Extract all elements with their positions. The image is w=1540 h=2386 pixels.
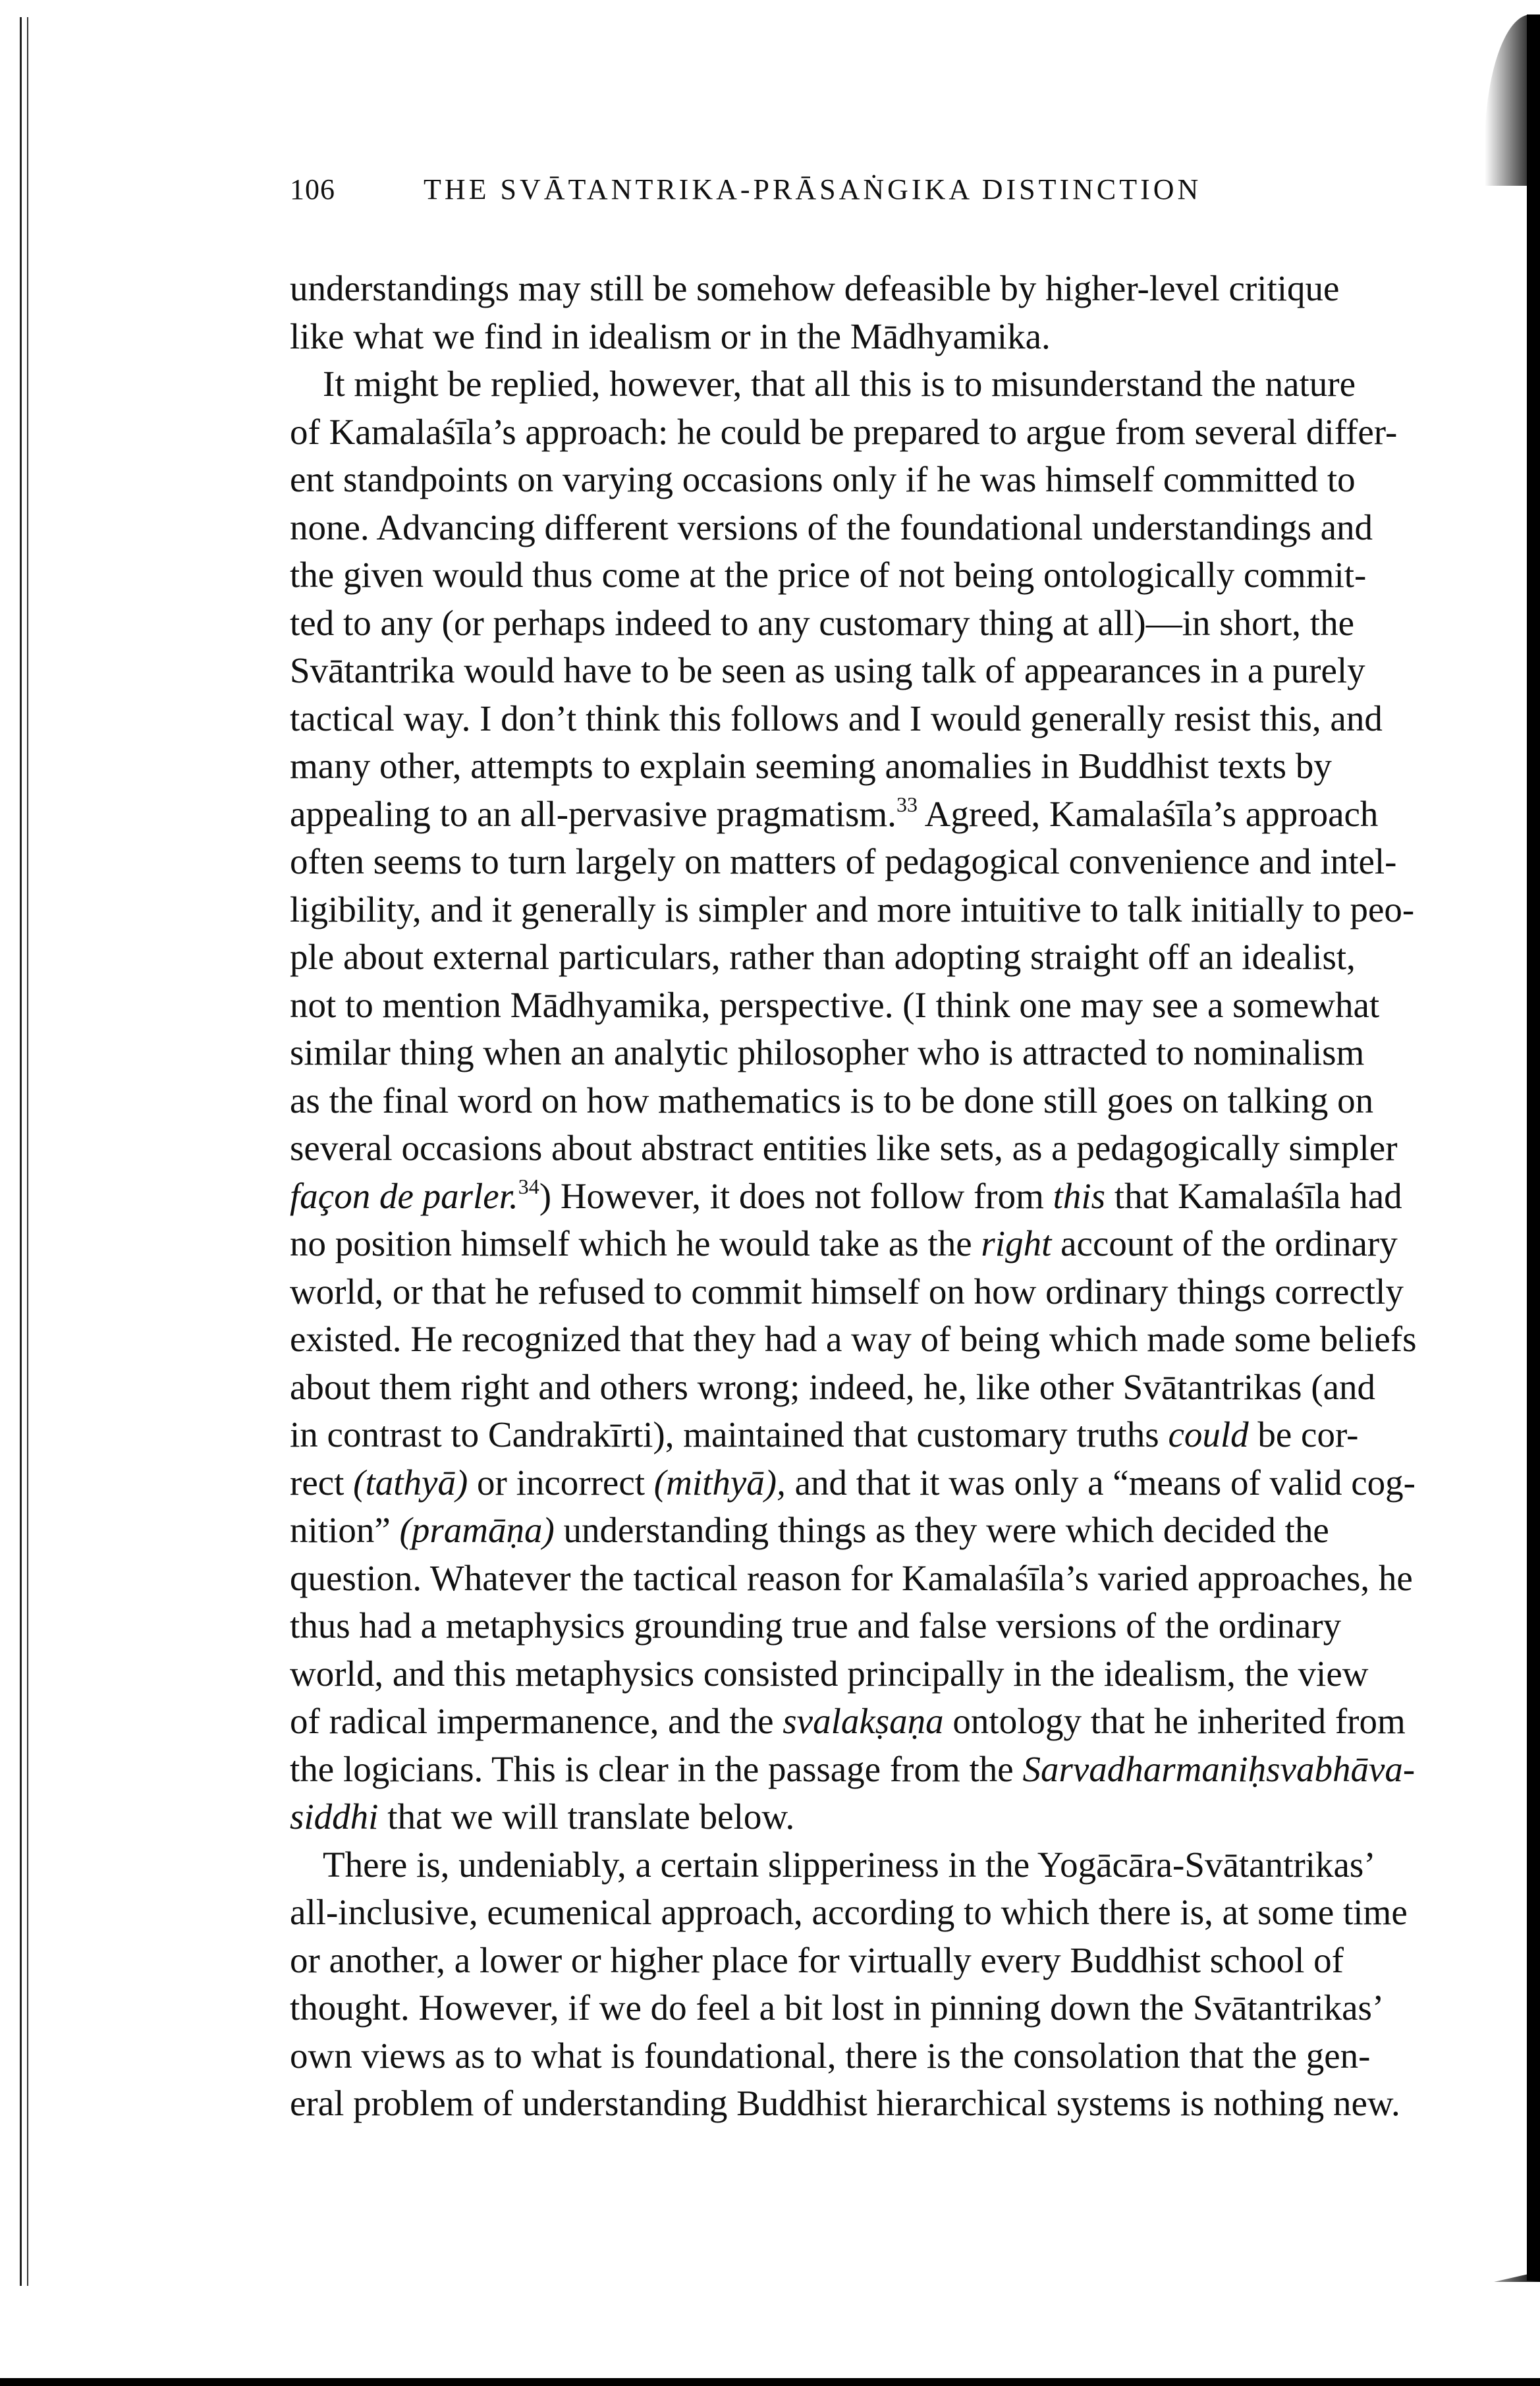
text-line [290, 1793, 1246, 1841]
text-segment: question. Whatever the tactical reason for Kamalaśīla’s varied approaches, he [290, 1557, 1413, 1598]
text-line [290, 456, 1356, 504]
text-line [290, 1984, 1385, 2032]
running-title: THE SVĀTANTRIKA-PRĀSAṄGIKA DISTINCTION [424, 173, 1202, 206]
text-line [290, 360, 1356, 408]
text-line [290, 408, 1398, 457]
text-line [290, 1937, 1344, 1985]
text-segment: thought. However, if we do feel a bit lost in pinning down the Svātantrikas’ [290, 1987, 1385, 2028]
text-segment: rect [290, 1462, 354, 1503]
text-line [290, 1459, 1416, 1507]
text-segment: about them right and others wrong; indeed, he, like other Svātantrikas (and [290, 1366, 1376, 1407]
italic-term: svalakṣaṇa [783, 1701, 944, 1741]
text-segment: own views as to what is foundational, there is the consolation that the gen- [290, 2035, 1371, 2076]
text-segment: eral problem of understanding Buddhist hierarchical systems is nothing new. [290, 2083, 1400, 2123]
text-segment: no position himself which he would take as the [290, 1223, 981, 1263]
text-segment: several occasions about abstract entities like sets, as a pedagogically simpler [290, 1128, 1398, 1168]
text-segment: nition” [290, 1510, 400, 1550]
text-segment: It might be replied, however, that all this is to misunderstand the nature [323, 364, 1356, 404]
italic-term: Sarvadharmaniḥsvabhāva- [1022, 1748, 1416, 1789]
text-line [290, 933, 1356, 982]
text-segment: of radical impermanence, and the [290, 1701, 783, 1741]
text-line [290, 265, 1340, 313]
italic-term: (mithyā), [653, 1462, 786, 1503]
text-line [290, 1746, 1416, 1794]
text-segment: ted to any (or perhaps indeed to any customary thing at all)—in short, the [290, 602, 1354, 643]
text-segment: and that it was only a “means of valid cog- [785, 1462, 1416, 1503]
text-segment: tactical way. I don’t think this follows and I would generally resist this, and [290, 698, 1383, 738]
text-segment: ent standpoints on varying occasions only if he was himself committed to [290, 459, 1356, 499]
text-line [290, 1316, 1417, 1364]
text-segment: or another, a lower or higher place for virtually every Buddhist school of [290, 1939, 1344, 1980]
text-segment: similar thing when an analytic philosopher who is attracted to nominalism [290, 1032, 1365, 1072]
text-segment: appealing to an all-pervasive pragmatism. [290, 793, 896, 834]
text-segment: or incorrect [468, 1462, 654, 1503]
text-line [290, 982, 1380, 1030]
text-line [290, 1841, 1376, 1889]
footnote-marker: 34 [518, 1174, 539, 1198]
page-number: 106 [290, 173, 335, 206]
text-segment: understanding things as they were which decided the [554, 1510, 1329, 1550]
italic-term: could [1168, 1414, 1249, 1455]
text-line [290, 1889, 1408, 1937]
text-segment: be cor- [1248, 1414, 1359, 1455]
text-segment: all-inclusive, ecumenical approach, according to which there is, at some time [290, 1892, 1408, 1932]
text-line [290, 1602, 1342, 1650]
text-segment: ligibility, and it generally is simpler and more intuitive to talk initially to peo- [290, 889, 1415, 929]
text-line [290, 838, 1397, 886]
footnote-marker: 33 [896, 792, 918, 816]
scan-right-edge-shadow [1485, 14, 1531, 186]
text-segment: not to mention Mādhyamika, perspective. (I think one may see a somewhat [290, 984, 1380, 1025]
text-segment: world, and this metaphysics consisted principally in the idealism, the view [290, 1653, 1369, 1694]
italic-term: right [981, 1223, 1052, 1263]
text-line [290, 1124, 1398, 1173]
text-segment: of Kamalaśīla’s approach: he could be prepared to argue from several differ- [290, 411, 1398, 452]
text-line [290, 1364, 1376, 1412]
text-segment: There is, undeniably, a certain slipperiness in the Yogācāra-Svātantrikas’ [323, 1844, 1376, 1885]
text-line [290, 504, 1373, 552]
text-segment: thus had a metaphysics grounding true and false versions of the ordinary [290, 1605, 1342, 1646]
text-line [290, 1507, 1329, 1555]
text-segment: often seems to turn largely on matters of pedagogical convenience and intel- [290, 841, 1397, 881]
text-line [290, 1555, 1413, 1603]
text-segment: that Kamalaśīla had [1105, 1175, 1402, 1216]
body-text [290, 265, 1417, 2128]
text-segment: ple about external particulars, rather than adopting straight off an idealist, [290, 937, 1356, 977]
scan-binding-line-inner [27, 17, 28, 2286]
text-line [290, 551, 1367, 599]
text-segment: Svātantrika would have to be seen as using talk of appearances in a purely [290, 650, 1365, 690]
text-line [290, 886, 1415, 934]
text-segment: existed. He recognized that they had a way of being which made some beliefs [290, 1319, 1417, 1359]
text-segment: the logicians. This is clear in the passage from the [290, 1748, 1023, 1789]
running-head [290, 173, 1246, 212]
text-segment: many other, attempts to explain seeming anomalies in Buddhist texts by [290, 746, 1332, 786]
text-segment: ) However, it does not follow from [539, 1175, 1053, 1216]
italic-term: (pramāṇa) [399, 1510, 555, 1550]
italic-term: siddhi [290, 1796, 379, 1837]
text-segment: understandings may still be somehow defeasible by higher-level critique [290, 268, 1340, 308]
italic-term: this [1053, 1175, 1106, 1216]
scan-binding-line-outer [20, 17, 22, 2286]
text-line [290, 1173, 1402, 1221]
text-line [290, 1268, 1404, 1316]
text-segment: as the final word on how mathematics is to be done still goes on talking on [290, 1080, 1374, 1121]
text-segment: account of the ordinary [1051, 1223, 1398, 1263]
text-segment: none. Advancing different versions of the foundational understandings and [290, 507, 1373, 547]
text-segment: Agreed, Kamalaśīla’s approach [917, 793, 1379, 834]
text-line [290, 599, 1354, 648]
text-line [290, 1411, 1359, 1459]
text-line [290, 1698, 1406, 1746]
text-line [290, 1029, 1365, 1077]
scan-bottom-edge [0, 2378, 1540, 2386]
italic-term: façon de parler. [290, 1175, 518, 1216]
text-line [290, 313, 1246, 361]
text-segment: world, or that he refused to commit himself on how ordinary things correctly [290, 1271, 1404, 1312]
text-line [290, 2080, 1400, 2128]
text-line [290, 742, 1332, 791]
text-line [290, 1077, 1374, 1125]
text-line [290, 695, 1383, 743]
text-line [290, 2032, 1371, 2080]
text-segment: that we will translate below. [378, 1796, 795, 1837]
scan-right-edge [1527, 14, 1540, 2281]
text-line [290, 791, 1379, 839]
text-line [290, 1650, 1369, 1698]
text-segment: the given would thus come at the price of not being ontologically commit- [290, 555, 1367, 595]
italic-term: (tathyā) [353, 1462, 468, 1503]
text-line [290, 647, 1365, 695]
text-line [290, 1220, 1398, 1268]
text-segment: in contrast to Candrakīrti), maintained that customary truths [290, 1414, 1169, 1455]
text-segment: like what we find in idealism or in the Mādhyamika. [290, 316, 1051, 356]
text-segment: ontology that he inherited from [943, 1701, 1406, 1741]
